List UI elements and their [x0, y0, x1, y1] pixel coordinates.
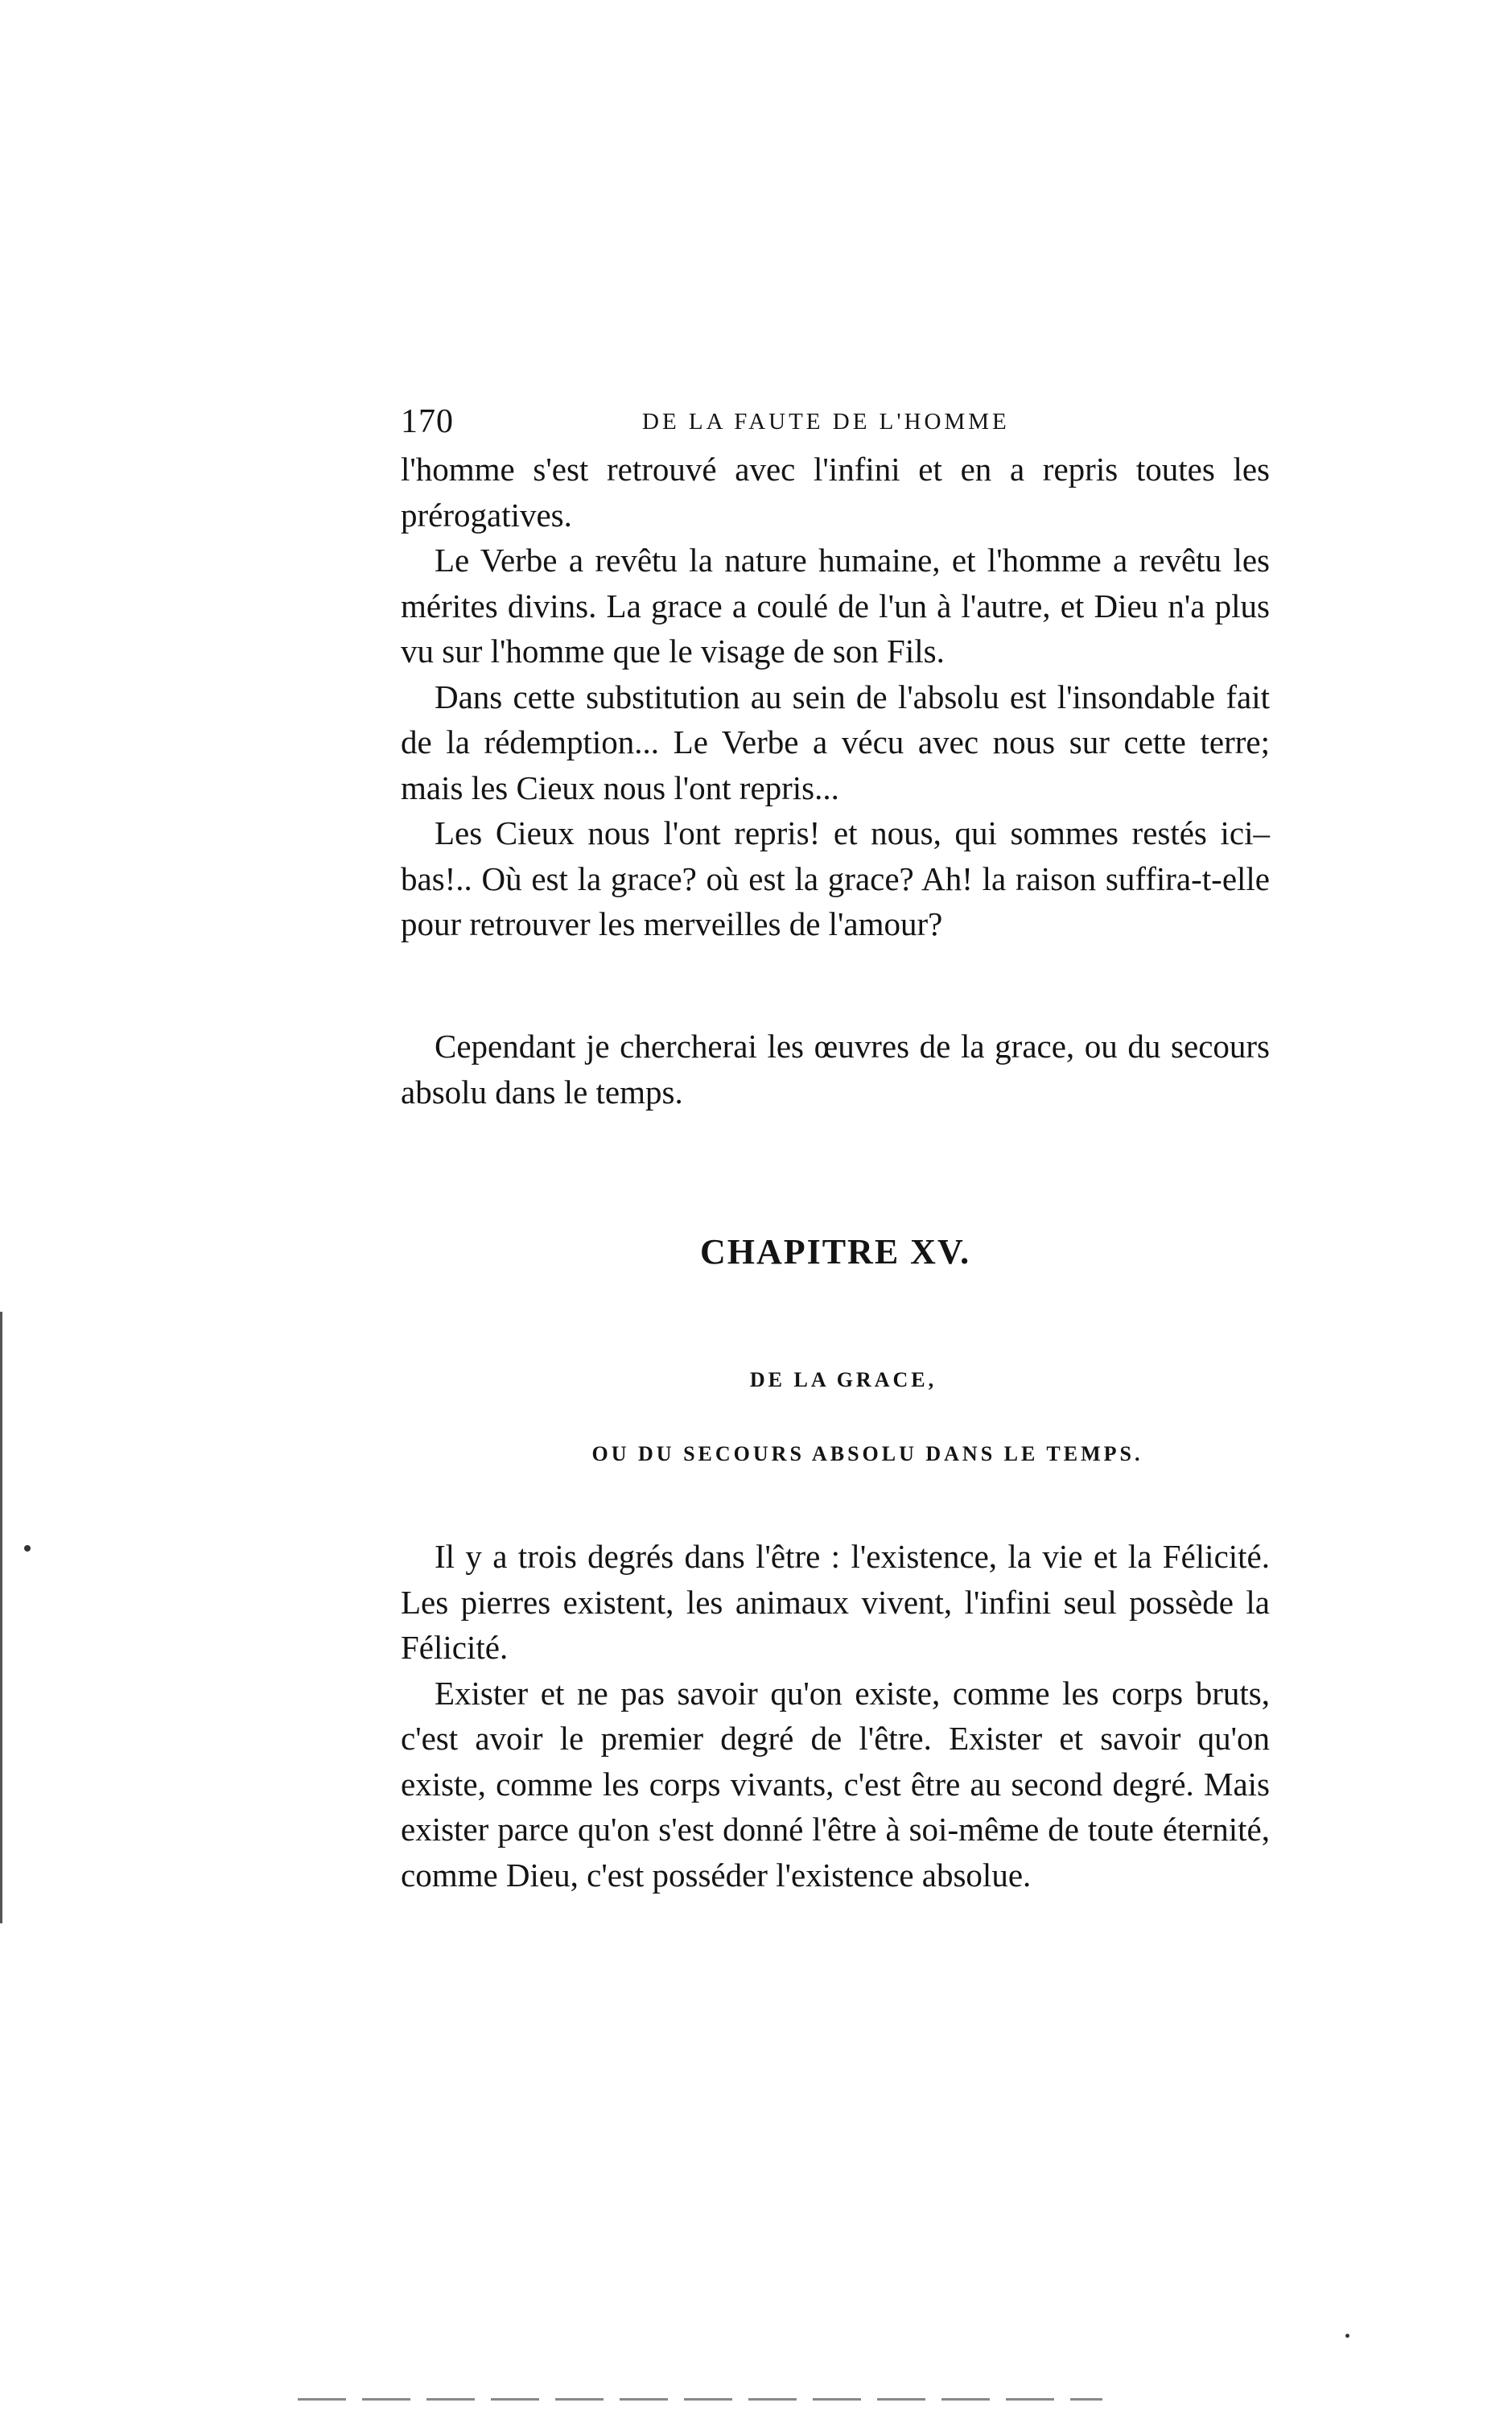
- paragraph: l'homme s'est retrouvé avec l'infini et en a repris toutes les prérogatives.: [401, 451, 1270, 534]
- text-block-continuation: [401, 447, 1270, 947]
- chapter-subtitle-line-1: DE LA GRACE,: [749, 1368, 937, 1391]
- scan-speck: [1345, 2334, 1349, 2338]
- paragraph: Exister et ne pas savoir qu'on existe, comme les corps bruts, c'est avoir le premier degré de l'être. Exister et savoir qu'on existe, comme les corps vivants, c'est être au second degré. Mais exister parce qu'on s'est donné l'être à soi-même de toute éternité, comme Dieu, c'est posséder l'existence absolue.: [401, 1674, 1270, 1894]
- scan-speck: [24, 1545, 31, 1552]
- paragraph: Cependant je chercherai les œuvres de la grace, ou du secours absolu dans le temps.: [401, 1028, 1270, 1111]
- paragraph: Dans cette substitution au sein de l'absolu est l'insondable fait de la rédemption... Le Verbe a vécu avec nous sur cette terre; mais les Cieux nous l'ont repris...: [401, 678, 1270, 806]
- paragraph: Le Verbe a revêtu la nature humaine, et l'homme a revêtu les mérites divins. La grace a coulé de l'un à l'autre, et Dieu n'a plus vu sur l'homme que le visage de son Fils.: [401, 542, 1270, 670]
- paragraph: Il y a trois degrés dans l'être : l'existence, la vie et la Félicité. Les pierres existent, les animaux vivent, l'infini seul possède la Félicité.: [401, 1538, 1270, 1666]
- text-block-transition: [401, 1024, 1270, 1115]
- chapter-title: CHAPITRE XV.: [699, 1232, 971, 1271]
- scan-bottom-edge: [298, 2398, 1102, 2401]
- page-header: [401, 402, 1270, 451]
- text-block-chapter: [401, 1534, 1270, 1898]
- chapter-subtitle-line-2: OU DU SECOURS ABSOLU DANS LE TEMPS.: [591, 1442, 1143, 1465]
- paragraph: Les Cieux nous l'ont repris! et nous, qui sommes restés ici–bas!.. Où est la grace? où est la grace? Ah! la raison suffira-t-elle pour retrouver les merveilles de l'amour?: [401, 814, 1270, 942]
- scan-edge-rule: [0, 1312, 2, 1923]
- page-number: 170: [401, 403, 454, 440]
- running-head: DE LA FAUTE DE L'HOMME: [642, 409, 1010, 435]
